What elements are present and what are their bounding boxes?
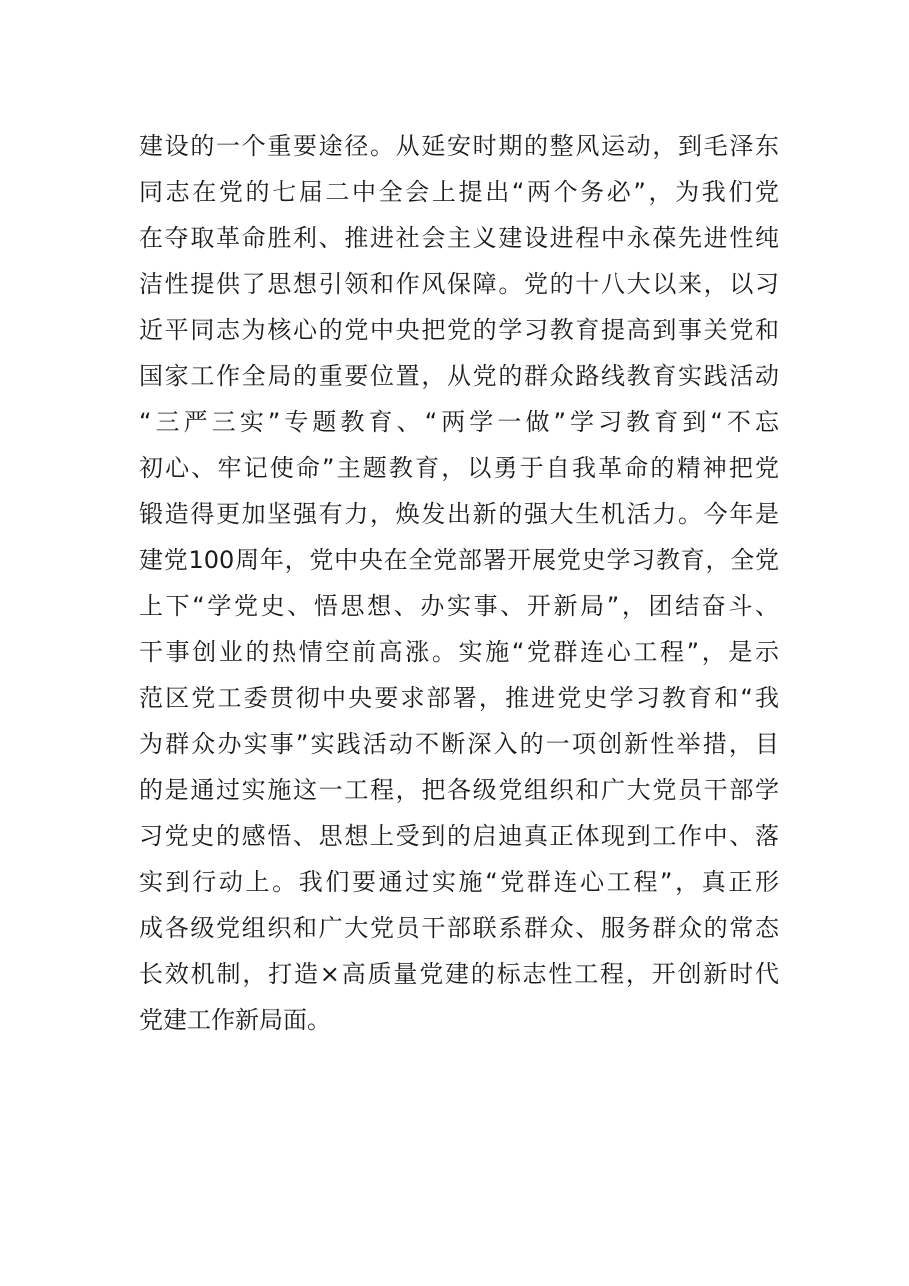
body-paragraph — [139, 123, 779, 1043]
text-line: 党建工作新局面。 — [139, 1006, 331, 1034]
text-line: 的是通过实施这一工程，把各级党组织和广大党员干部学 — [139, 776, 779, 804]
text-line: 范区党工委贯彻中央要求部署，推进党史学习教育和“我 — [139, 684, 779, 712]
text-line: 干事创业的热情空前高涨。实施“党群连心工程”，是示 — [139, 638, 779, 666]
text-line: 实到行动上。我们要通过实施“党群连心工程”，真正形 — [139, 868, 779, 896]
text-line: 习党史的感悟、思想上受到的启迪真正体现到工作中、落 — [139, 822, 779, 850]
text-line: 洁性提供了思想引领和作风保障。党的十八大以来，以习 — [139, 270, 779, 298]
text-line: 为群众办实事”实践活动不断深入的一项创新性举措，目 — [139, 730, 779, 758]
text-line: “三严三实”专题教育、“两学一做”学习教育到“不忘 — [139, 408, 779, 436]
text-line: 锻造得更加坚强有力，焕发出新的强大生机活力。今年是 — [139, 500, 779, 528]
text-line: 国家工作全局的重要位置，从党的群众路线教育实践活动 — [139, 362, 779, 390]
text-line: 建党100周年，党中央在全党部署开展党史学习教育，全党 — [139, 546, 779, 574]
text-line: 成各级党组织和广大党员干部联系群众、服务群众的常态 — [139, 914, 779, 942]
text-line: 同志在党的七届二中全会上提出“两个务必”，为我们党 — [139, 178, 779, 206]
text-line: 建设的一个重要途径。从延安时期的整风运动，到毛泽东 — [139, 132, 779, 160]
text-line: 近平同志为核心的党中央把党的学习教育提高到事关党和 — [139, 316, 779, 344]
text-line: 在夺取革命胜利、推进社会主义建设进程中永葆先进性纯 — [139, 224, 779, 252]
text-line: 上下“学党史、悟思想、办实事、开新局”，团结奋斗、 — [139, 592, 779, 620]
text-line: 长效机制，打造×高质量党建的标志性工程，开创新时代 — [139, 960, 779, 988]
text-line: 初心、牢记使命”主题教育，以勇于自我革命的精神把党 — [139, 454, 779, 482]
